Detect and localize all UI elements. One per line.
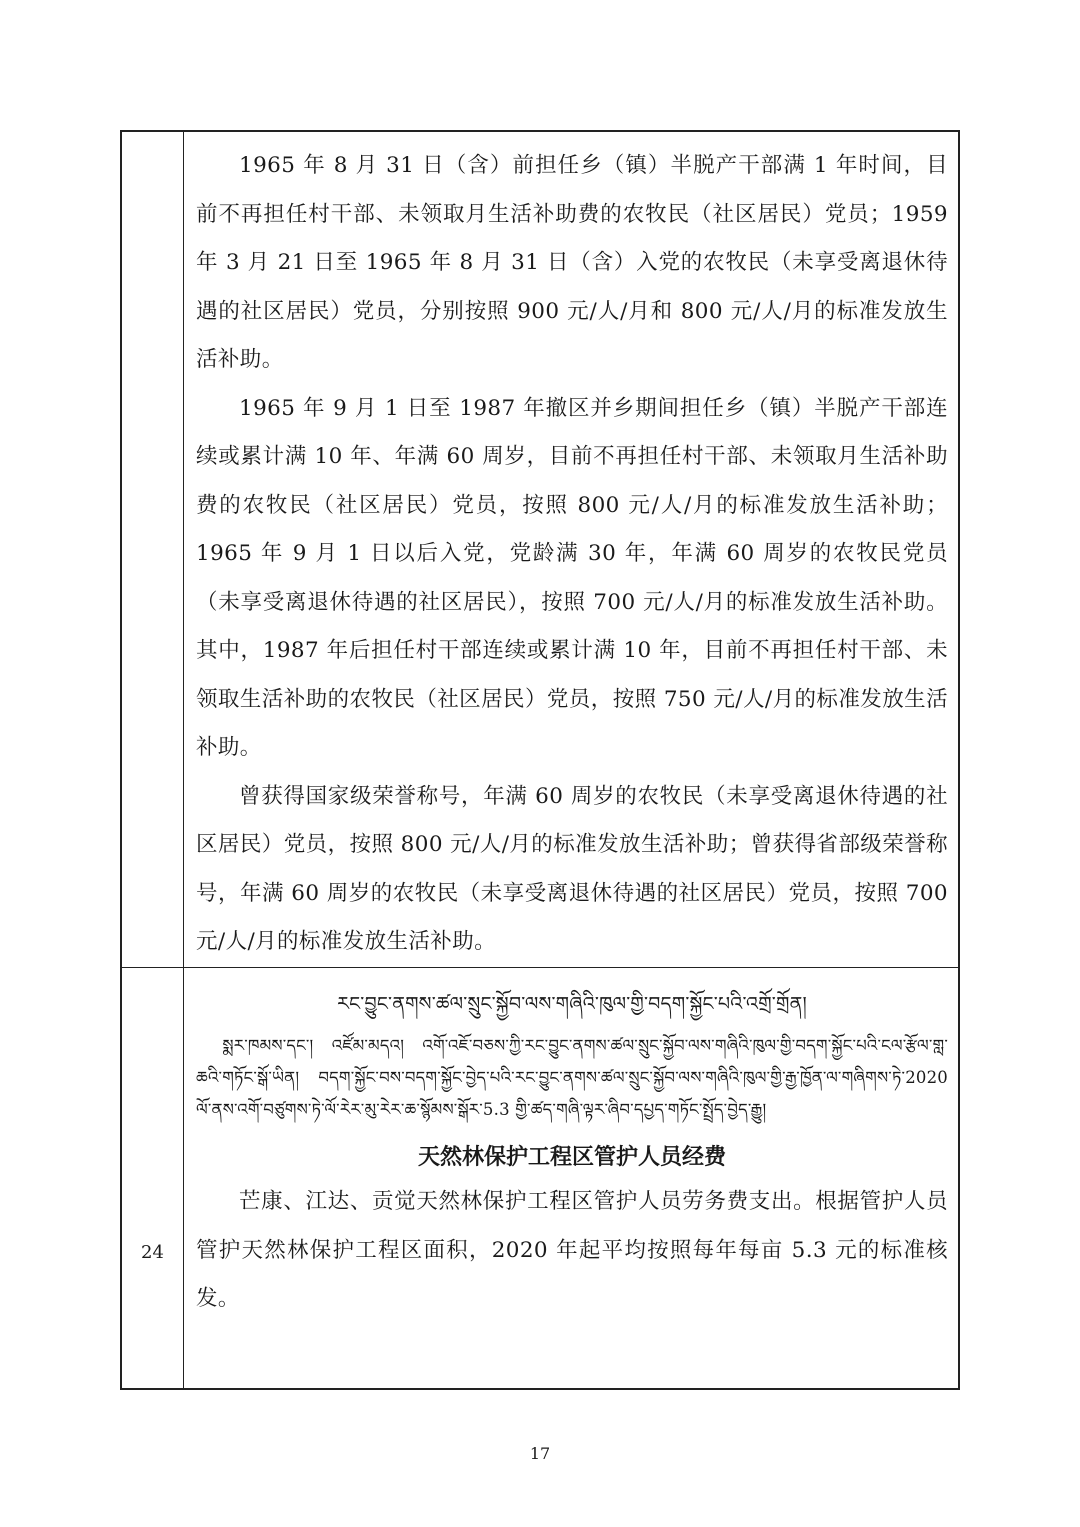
paragraph: 芒康、江达、贡觉天然林保护工程区管护人员劳务费支出。根据管护人员管护天然林保护工程区面积，2020 年起平均按照每年每亩 5.3 元的标准核发。 — [196, 1189, 948, 1311]
paragraph: 1965 年 9 月 1 日至 1987 年撤区并乡期间担任乡（镇）半脱产干部连续或累计满 10 年、年满 60 周岁，目前不再担任村干部、未领取月生活补助费的农牧民（社区居民）党员，按照 800 元/人/月的标准发放生活补助；1965 年 9 月 1 日以后入党，党龄满 30 年，年满 60 周岁的农牧民党员（未享受离退休待遇的社区居民），按照 700 元/人/月的标准发放生活补助。其中，1987 年后担任村干部连续或累计满 10 年，目前不再担任村干部、未领取生活补助的农牧民（社区居民）党员，按照 750 元/人/月的标准发放生活补助。 — [196, 395, 948, 760]
row-content-cell — [184, 132, 958, 967]
tibetan-title: རང་བྱུང་ནགས་ཚལ་སྲུང་སྐྱོབ་ལས་གཞིའི་ཁུལ་གྱི་བདག་སྐྱོང་པའི་འགྲོ་གྲོན། — [337, 993, 807, 1015]
table-row — [122, 968, 958, 1390]
row-content-cell — [184, 968, 958, 1390]
table-row — [122, 132, 958, 968]
policy-table — [120, 130, 960, 1390]
tibetan-body: སྨར་ཁམས་དང་། འཛོམ་མདའ། འགོ་འཇོ་བཅས་ཀྱི་རང་བྱུང་ནགས་ཚལ་སྲུང་སྐྱོབ་ལས་གཞིའི་ཁུལ་གྱི་བདག་སྐྱོང་པའི་ངལ་རྩོལ་གླ་ཆའི་གཏོང་སྒོ་ཡིན། བདག་སྐྱོང་བས་བདག་སྐྱོང་བྱེད་པའི་རང་བྱུང་ནགས་ཚལ་སྲུང་སྐྱོབ་ལས་གཞིའི་ཁུལ་གྱི་རྒྱ་ཁྱོན་ལ་གཞིགས་ཏེ་2020 ལོ་ནས་འགོ་བཙུགས་ཏེ་ལོ་རེར་མུ་རེར་ཆ་སྙོམས་སྒོར་5.3 གྱི་ཚད་གཞི་ལྟར་ཞིབ་དཔྱད་གཏོང་སྤྲོད་བྱེད་རྒྱུ། — [196, 1036, 948, 1119]
page-number: 17 — [529, 1444, 551, 1463]
paragraph: 曾获得国家级荣誉称号，年满 60 周岁的农牧民（未享受离退休待遇的社区居民）党员，按照 800 元/人/月的标准发放生活补助；曾获得省部级荣誉称号，年满 60 周岁的农牧民（未享受离退休待遇的社区居民）党员，按照 700 元/人/月的标准发放生活补助。 — [196, 783, 948, 954]
paragraph: 1965 年 8 月 31 日（含）前担任乡（镇）半脱产干部满 1 年时间，目前不再担任村干部、未领取月生活补助费的农牧民（社区居民）党员；1959 年 3 月 21 日至 1965 年 8 月 31 日（含）入党的农牧民（未享受离退休待遇的社区居民）党员，分别按照 900 元/人/月和 800 元/人/月的标准发放生活补助。 — [196, 153, 948, 372]
row-number-cell — [122, 132, 184, 967]
row-number-cell — [122, 968, 184, 1390]
section-title: 天然林保护工程区管护人员经费 — [417, 1145, 726, 1170]
row-number: 24 — [141, 1242, 164, 1263]
